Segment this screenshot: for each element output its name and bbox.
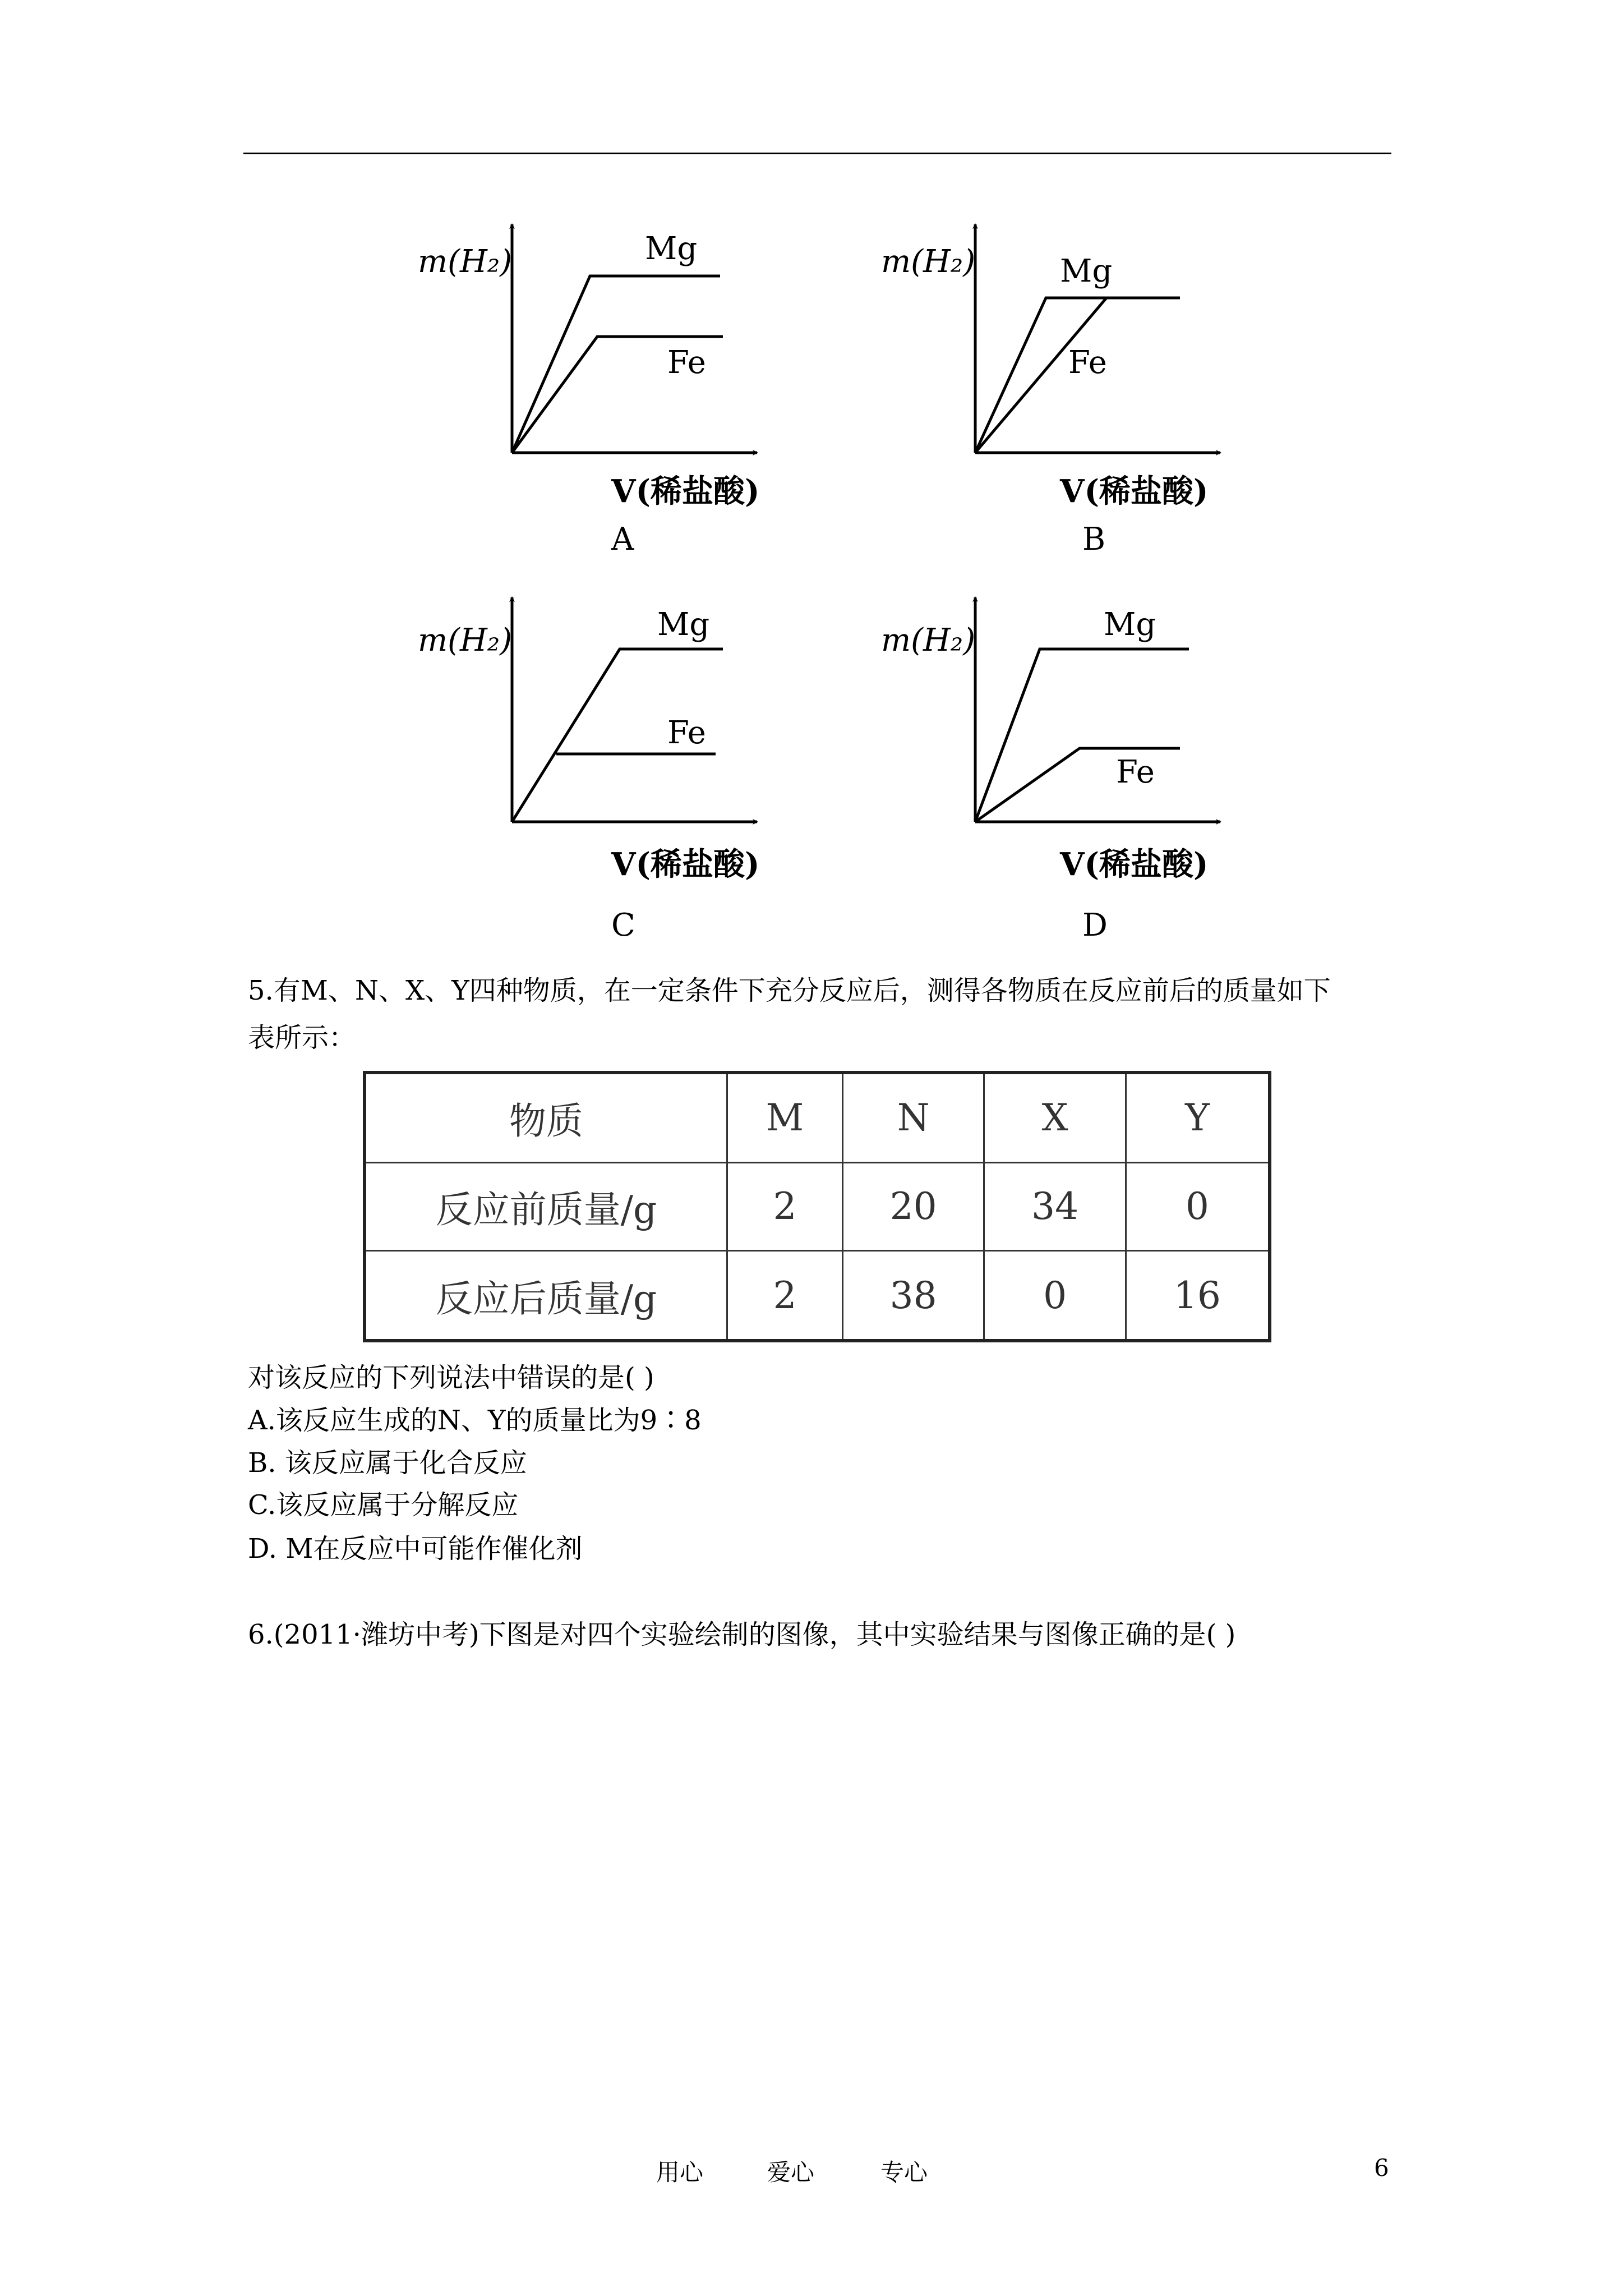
- q6-stem: 6.(2011·潍坊中考)下图是对四个实验绘制的图像，其中实验结果与图像正确的是( ): [248, 1619, 1236, 1650]
- page-number: 6: [1374, 2154, 1389, 2182]
- chart-letter: D: [1082, 907, 1108, 944]
- q5-option-d: D. M在反应中可能作催化剂: [248, 1533, 583, 1565]
- x-axis-label: V(稀盐酸): [1060, 473, 1209, 510]
- mass-table: [363, 1071, 1271, 1342]
- table-header: M: [727, 1073, 843, 1162]
- table-header: 物质: [365, 1073, 727, 1162]
- footer-item: 专心: [880, 2159, 928, 2186]
- chart-c: [512, 597, 757, 822]
- table-cell: 38: [842, 1251, 984, 1341]
- table-cell: 34: [984, 1162, 1126, 1251]
- q5-prompt: 对该反应的下列说法中错误的是( ): [248, 1362, 654, 1393]
- table-cell: 16: [1126, 1251, 1270, 1341]
- series-label-fe: Fe: [667, 715, 706, 751]
- y-axis-label: m(H₂): [881, 622, 976, 659]
- footer-item: 爱心: [767, 2159, 815, 2186]
- chart-letter: C: [611, 907, 635, 944]
- table-row: [365, 1162, 1270, 1251]
- q5-option-a: A.该反应生成的N、Y的质量比为9∶8: [248, 1405, 702, 1436]
- series-label-fe: Fe: [1068, 344, 1107, 381]
- q5-option-c: C.该反应属于分解反应: [248, 1489, 519, 1521]
- table-cell: 0: [1126, 1162, 1270, 1251]
- table-header-row: [365, 1073, 1270, 1162]
- series-label-mg: Mg: [1060, 253, 1113, 289]
- table-cell: 20: [842, 1162, 984, 1251]
- y-axis-label: m(H₂): [881, 243, 976, 280]
- x-axis-label: V(稀盐酸): [611, 846, 760, 883]
- table-row: [365, 1251, 1270, 1341]
- table-cell: 反应前质量/g: [365, 1162, 727, 1251]
- q5-option-b: B. 该反应属于化合反应: [248, 1447, 527, 1479]
- table-header: Y: [1126, 1073, 1270, 1162]
- y-axis-label: m(H₂): [418, 622, 513, 659]
- table-header: N: [842, 1073, 984, 1162]
- series-label-fe: Fe: [1116, 754, 1155, 790]
- table-cell: 反应后质量/g: [365, 1251, 727, 1341]
- charts-figure: [0, 0, 1623, 954]
- table-cell: 2: [727, 1162, 843, 1251]
- q5-stem-line2: 表所示：: [248, 1022, 356, 1053]
- table-cell: 0: [984, 1251, 1126, 1341]
- table-cell: 2: [727, 1251, 843, 1341]
- q5-stem-line1: 5.有M、N、X、Y四种物质，在一定条件下充分反应后，测得各物质在反应前后的质量如下: [248, 975, 1331, 1006]
- series-label-mg: Mg: [645, 231, 698, 267]
- series-label-mg: Mg: [1104, 606, 1156, 643]
- series-label-fe: Fe: [667, 344, 706, 381]
- table-header: X: [984, 1073, 1126, 1162]
- x-axis-label: V(稀盐酸): [611, 473, 760, 510]
- chart-d: [975, 597, 1220, 822]
- y-axis-label: m(H₂): [418, 243, 513, 280]
- x-axis-label: V(稀盐酸): [1060, 846, 1209, 883]
- series-label-mg: Mg: [657, 606, 710, 643]
- chart-letter: A: [611, 521, 634, 558]
- chart-a: [512, 224, 757, 453]
- footer-item: 用心: [656, 2159, 704, 2186]
- mg-line: [975, 649, 1189, 822]
- chart-letter: B: [1082, 521, 1106, 558]
